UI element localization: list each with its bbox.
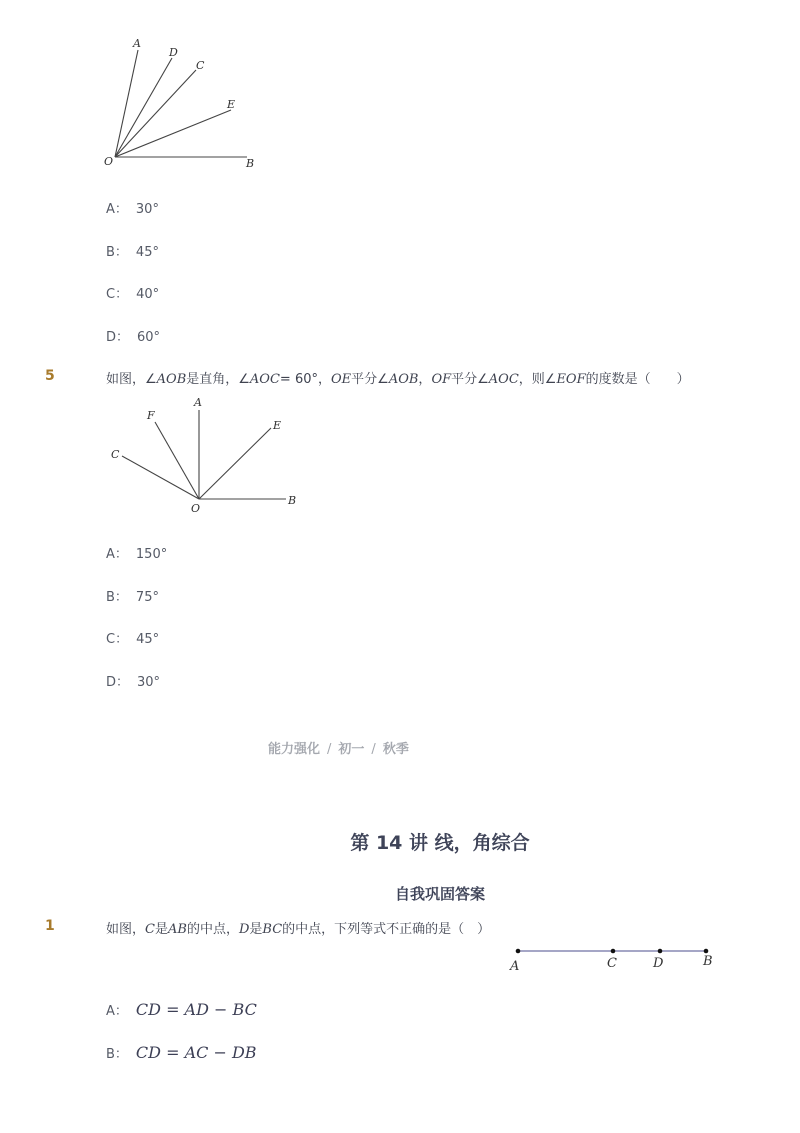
option-letter: A： xyxy=(106,202,128,217)
footer-course: 能力强化 xyxy=(268,742,321,757)
option-value: 60° xyxy=(137,330,161,345)
option-value: 45° xyxy=(136,632,160,647)
point-b: B xyxy=(703,954,713,969)
label-a: A xyxy=(194,396,202,409)
label-f: F xyxy=(147,409,155,422)
label-c: C xyxy=(111,448,120,461)
label-e: E xyxy=(273,419,282,432)
lesson-title: 第 14 讲 线，角综合 xyxy=(350,832,530,854)
footer-separator: / xyxy=(327,742,332,757)
option-a[interactable] xyxy=(106,198,159,217)
option-formula: CD = AC − DB xyxy=(135,1043,257,1062)
option-b[interactable] xyxy=(106,241,159,260)
option-letter: A： xyxy=(106,1004,128,1019)
footer-separator: / xyxy=(371,742,376,757)
option-c[interactable] xyxy=(106,283,159,302)
option-letter: D： xyxy=(106,675,130,690)
option-c[interactable] xyxy=(106,628,159,647)
option-formula: CD = AD − BC xyxy=(135,1000,257,1019)
option-value: 40° xyxy=(136,287,160,302)
option-value: 45° xyxy=(135,245,159,260)
option-letter: B： xyxy=(106,590,128,605)
option-letter: B： xyxy=(106,245,128,260)
option-value: 30° xyxy=(137,675,161,690)
segment-figure xyxy=(505,940,725,975)
label-d: D xyxy=(169,46,178,59)
page-footer-breadcrumb xyxy=(268,738,409,757)
label-b: B xyxy=(246,157,255,170)
option-letter: C： xyxy=(106,632,129,647)
option-value: 150° xyxy=(135,547,168,562)
option-b[interactable] xyxy=(106,1043,257,1062)
point-c: C xyxy=(607,956,617,971)
option-letter: C： xyxy=(106,287,129,302)
question-number: 5 xyxy=(45,368,55,384)
footer-grade: 初一 xyxy=(338,742,365,757)
point-a: A xyxy=(510,959,520,974)
label-o: O xyxy=(104,155,114,168)
question-text: 如图，∠AOB是直角，∠AOC= 60°，OE平分∠AOB，OF平分∠AOC，则∠EOF的度数是（ ） xyxy=(106,372,690,387)
angle-figure-2 xyxy=(100,390,310,520)
question-text: 如图，C是AB的中点，D是BC的中点，下列等式不正确的是（ ） xyxy=(106,922,491,937)
label-b: B xyxy=(288,494,297,507)
point-d: D xyxy=(653,956,664,971)
option-value: 75° xyxy=(135,590,159,605)
question-number: 1 xyxy=(45,918,55,934)
section-title: 自我巩固答案 xyxy=(394,885,485,903)
option-letter: D： xyxy=(106,330,130,345)
label-e: E xyxy=(227,98,236,111)
label-a: A xyxy=(133,37,141,50)
option-letter: B： xyxy=(106,1047,128,1062)
footer-term: 秋季 xyxy=(382,742,409,757)
label-o: O xyxy=(191,502,201,515)
option-value: 30° xyxy=(135,202,159,217)
angle-figure-1 xyxy=(95,35,275,175)
option-d[interactable] xyxy=(106,326,160,345)
label-c: C xyxy=(196,59,205,72)
option-a[interactable] xyxy=(106,1000,257,1019)
option-letter: A： xyxy=(106,547,128,562)
option-b[interactable] xyxy=(106,586,159,605)
option-a[interactable] xyxy=(106,543,167,562)
option-d[interactable] xyxy=(106,671,160,690)
